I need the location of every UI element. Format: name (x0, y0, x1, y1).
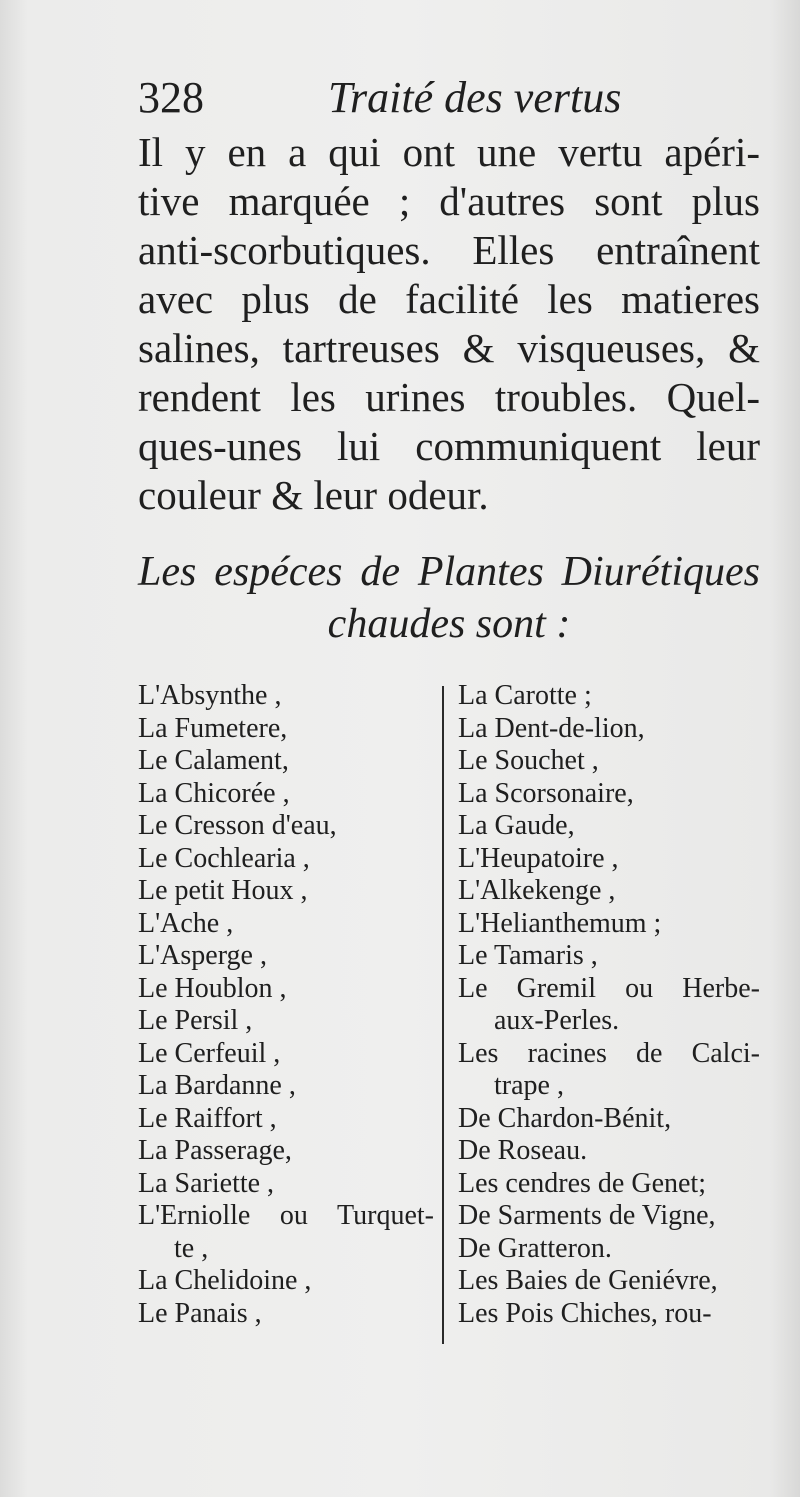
list-item: L'Alkekenge , (458, 875, 616, 906)
plant-list-left-column (138, 680, 434, 1330)
heading-line: chaudes sont : (327, 601, 571, 647)
list-item: De Chardon-Bénit, (458, 1102, 672, 1134)
list-item: La Fumetere, (138, 712, 288, 744)
list-item: Le Cresson d'eau, (138, 810, 337, 841)
paragraph-line: ques-unes lui communiquent leur (138, 423, 760, 469)
list-item: Les Pois Chiches, rou- (458, 1297, 712, 1329)
list-item: Le petit Houx , (138, 875, 308, 906)
list-item: La Chelidoine , (138, 1265, 312, 1296)
list-item: La Sariette , (138, 1167, 275, 1199)
list-item: Le Persil , (138, 1005, 253, 1036)
column-divider (442, 686, 444, 1344)
list-item-continuation: te , (174, 1232, 209, 1264)
list-item: Le Calament, (138, 745, 289, 776)
section-heading (138, 546, 760, 650)
list-item: Le Panais , (138, 1297, 262, 1329)
list-item: De Gratteron. (458, 1232, 612, 1264)
list-item: Les Baies de Geniévre, (458, 1265, 718, 1296)
paragraph-line: rendent les urines troubles. Quel- (138, 374, 760, 420)
paragraph-line: salines, tartreuses & visqueuses, & (138, 325, 760, 371)
running-head (138, 66, 758, 130)
paragraph-line: avec plus de facilité les matieres (138, 276, 760, 322)
list-item: Le Raiffort , (138, 1102, 277, 1134)
list-item: Le Cerfeuil , (138, 1037, 281, 1069)
list-item: Le Tamaris , (458, 940, 598, 971)
paragraph-line: Il y en a qui ont une vertu apéri- (138, 129, 760, 175)
list-item: De Roseau. (458, 1135, 588, 1166)
list-item: La Chicorée , (138, 777, 290, 809)
list-item: Le Houblon , (138, 972, 287, 1004)
paragraph-line: tive marquée ; d'autres sont plus (138, 178, 760, 224)
running-title: Traité des vertus (328, 73, 622, 122)
body-paragraph (138, 128, 760, 520)
plant-list-right-column (458, 680, 760, 1330)
list-item-continuation: aux-Perles. (494, 1005, 620, 1036)
list-item: La Dent-de-lion, (458, 712, 645, 744)
list-item: La Passerage, (138, 1135, 292, 1166)
list-item: L'Ache , (138, 907, 234, 939)
list-item: Les cendres de Genet; (458, 1167, 706, 1199)
list-item: L'Helianthemum ; (458, 907, 662, 939)
list-item: La Scorsonaire, (458, 777, 634, 809)
list-item: L'Absynthe , (138, 680, 282, 711)
list-item: La Gaude, (458, 810, 575, 841)
list-item: Les racines de Calci- (458, 1037, 760, 1069)
list-item: L'Erniolle ou Turquet- (138, 1200, 434, 1231)
paragraph-line: couleur & leur odeur. (138, 472, 489, 518)
list-item: La Bardanne , (138, 1070, 296, 1101)
paragraph-line: anti-scorbutiques. Elles entraînent (138, 227, 760, 273)
list-item: L'Heupatoire , (458, 842, 619, 874)
plant-list (138, 680, 760, 1350)
list-item: La Carotte ; (458, 680, 592, 711)
list-item: Le Souchet , (458, 745, 599, 776)
list-item: De Sarments de Vigne, (458, 1200, 716, 1231)
heading-line: Les espéces de Plantes Diurétiques (138, 549, 760, 595)
list-item: Le Cochlearia , (138, 842, 310, 874)
list-item: Le Gremil ou Herbe- (458, 972, 760, 1004)
list-item: L'Asperge , (138, 940, 267, 971)
page-number: 328 (138, 73, 204, 122)
list-item-continuation: trape , (494, 1070, 564, 1101)
